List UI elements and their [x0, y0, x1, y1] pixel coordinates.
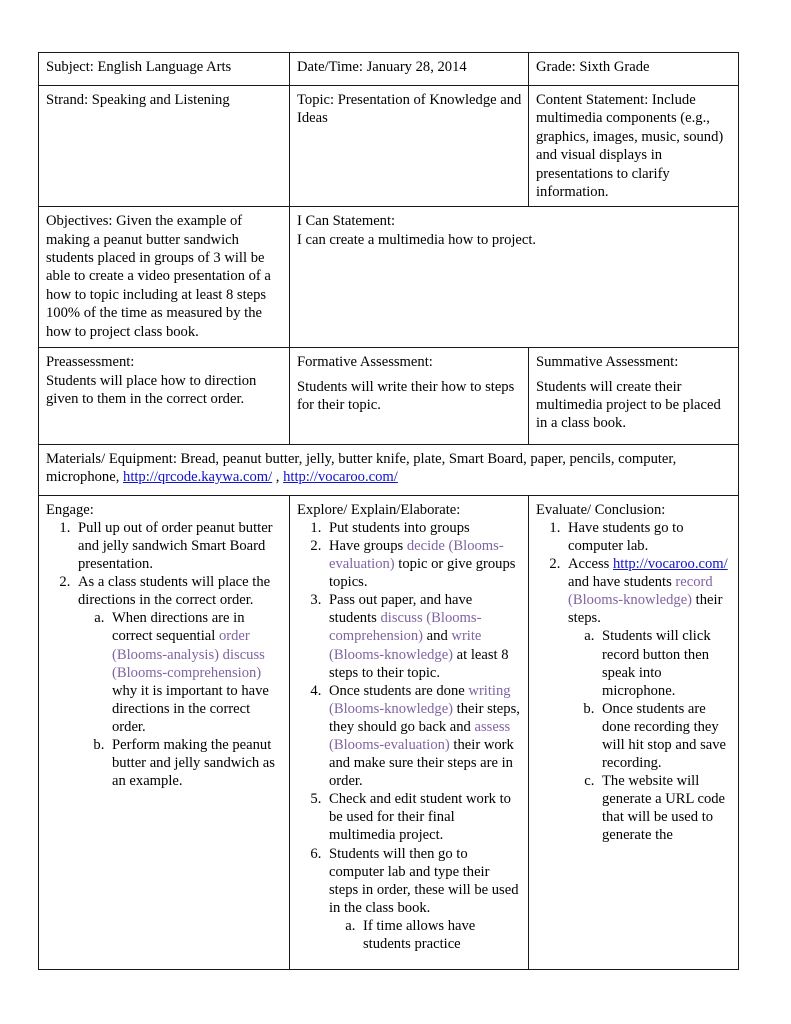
engage-item-2a-post: why it is important to have directions in the correct order. — [112, 682, 269, 735]
evaluate-title: Evaluate/ Conclusion: — [536, 501, 666, 518]
list-item — [74, 573, 283, 790]
table-row-assessments — [39, 348, 739, 445]
explore-item-6: Students will then go to computer lab and type their steps in order, these will be used in the class book. — [329, 845, 519, 916]
list-item — [108, 736, 283, 790]
list-item — [598, 700, 732, 772]
explore-sublist — [329, 917, 522, 953]
engage-sublist — [78, 609, 283, 790]
engage-item-2b: Perform making the peanut butter and jelly sandwich as an example. — [112, 736, 275, 790]
table-row-header — [39, 53, 739, 86]
cell-engage — [39, 495, 290, 969]
subject-text: Subject: English Language Arts — [46, 59, 232, 75]
evaluate-sublist — [568, 627, 732, 844]
engage-item-2: As a class students will place the directions in the correct order. — [78, 574, 271, 609]
explore-item-3-bloom-1: discuss (Blooms-comprehension) — [329, 610, 482, 645]
topic-text: Topic: Presentation of Knowledge and Ideas — [297, 92, 522, 127]
explore-item-3-pre: Pass out paper, and have students — [329, 592, 473, 627]
explore-item-4-post: their work and make sure their steps are in order. — [329, 736, 514, 790]
lesson-plan-table — [38, 52, 739, 970]
explore-item-6a: If time allows have students practice — [363, 917, 476, 952]
list-item — [598, 772, 732, 844]
datetime-text: Date/Time: January 28, 2014 — [297, 59, 467, 75]
grade-text: Grade: Sixth Grade — [536, 59, 650, 75]
cell-grade — [529, 53, 739, 86]
cell-datetime — [290, 53, 529, 86]
summative-label: Summative Assessment: — [536, 354, 679, 371]
explore-item-3-bloom-2: write (Blooms-knowledge) — [329, 628, 482, 663]
preassessment-label: Preassessment: — [46, 354, 135, 371]
summative-text: Students will create their multimedia project to be placed in a class book. — [536, 378, 721, 432]
list-item — [325, 519, 522, 537]
engage-title: Engage: — [46, 501, 94, 518]
cell-summative-assessment — [529, 348, 739, 445]
list-item — [108, 609, 283, 736]
evaluate-item-2-post: their steps. — [568, 592, 723, 627]
cell-preassessment — [39, 348, 290, 445]
evaluate-link-vocaroo[interactable]: http://vocaroo.com/ — [612, 556, 728, 573]
explore-item-2-post: topic or give groups topics. — [329, 556, 516, 591]
list-item — [564, 519, 732, 555]
table-row-lesson-body — [39, 495, 739, 969]
explore-item-4-mid: their steps, they should go back and — [329, 700, 520, 735]
materials-link-qrcode[interactable]: http://qrcode.kaywa.com/ — [123, 469, 273, 486]
explore-item-1: Put students into groups — [329, 519, 470, 536]
content-statement-text: Content Statement: Include multimedia components (e.g., graphics, images, music, sound) and visual displays in presentations to clarify information. — [536, 92, 724, 200]
table-row-strand — [39, 86, 739, 207]
explore-item-3-post: at least 8 steps to their topic. — [329, 646, 509, 681]
i-can-text: I can create a multimedia how to project. — [297, 231, 537, 248]
cell-i-can-statement — [290, 207, 739, 348]
explore-item-5: Check and edit student work to be used for their final multimedia project. — [329, 791, 511, 844]
materials-text: Materials/ Equipment: Bread, peanut butter, jelly, butter knife, plate, Smart Board, paper, pencils, computer, microphone, — [46, 450, 677, 486]
cell-materials — [39, 444, 739, 495]
strand-text: Strand: Speaking and Listening — [46, 92, 230, 108]
explore-item-4-bloom-2: assess (Blooms-evaluation) — [329, 718, 511, 753]
evaluate-item-2-mid: and have students — [568, 574, 676, 591]
explore-item-3-mid: and — [423, 628, 452, 645]
engage-item-2a-bloom: order (Blooms-analysis) discuss (Blooms-comprehension) — [112, 628, 265, 681]
formative-label: Formative Assessment: — [297, 354, 433, 371]
engage-list — [48, 519, 283, 790]
list-item — [359, 917, 522, 953]
list-item — [74, 519, 283, 573]
list-item — [325, 790, 522, 844]
engage-item-1: Pull up out of order peanut butter and jelly sandwich Smart Board presentation. — [78, 519, 273, 573]
evaluate-item-2-bloom: record (Blooms-knowledge) — [568, 574, 713, 609]
explore-item-4-bloom-1: writing (Blooms-knowledge) — [329, 682, 511, 717]
preassessment-text: Students will place how to direction given to them in the correct order. — [46, 372, 257, 407]
i-can-label: I Can Statement: — [297, 213, 396, 230]
table-row-objectives — [39, 207, 739, 348]
list-item — [325, 845, 522, 954]
list-item — [564, 555, 732, 845]
list-item — [325, 537, 522, 591]
evaluate-item-2a: Students will click record button then speak into microphone. — [602, 628, 711, 699]
cell-evaluate-conclusion — [529, 495, 739, 969]
list-item — [598, 627, 732, 699]
cell-topic — [290, 86, 529, 207]
evaluate-item-1: Have students go to computer lab. — [568, 519, 684, 554]
explore-item-2-pre: Have groups — [329, 537, 407, 554]
engage-item-2a-pre: When directions are in correct sequential — [112, 610, 245, 645]
cell-content-statement — [529, 86, 739, 207]
materials-link-vocaroo[interactable]: http://vocaroo.com/ — [283, 469, 398, 486]
objectives-text: Objectives: Given the example of making a peanut butter sandwich students placed in groups of 3 will be able to create a video presentation of a how to topic including at least 8 steps 100% of the time as measured by the how to project class book. — [46, 213, 271, 340]
cell-subject — [39, 53, 290, 86]
cell-explore-explain-elaborate — [290, 495, 529, 969]
explore-title: Explore/ Explain/Elaborate: — [297, 501, 461, 518]
evaluate-item-2-pre: Access — [568, 556, 613, 573]
cell-objectives — [39, 207, 290, 348]
explore-item-2-bloom: decide (Blooms-evaluation) — [329, 537, 504, 573]
cell-formative-assessment — [290, 348, 529, 445]
materials-link-separator: , — [272, 469, 284, 486]
explore-list — [299, 519, 522, 953]
evaluate-item-2c: The website will generate a URL code that will be used to generate the — [602, 773, 726, 844]
list-item — [325, 682, 522, 791]
cell-strand — [39, 86, 290, 207]
formative-text: Students will write their how to steps for their topic. — [297, 378, 515, 413]
table-row-materials — [39, 444, 739, 495]
evaluate-item-2b: Once students are done recording they will hit stop and save recording. — [602, 700, 727, 772]
explore-item-4-pre: Once students are done — [329, 682, 469, 699]
evaluate-list — [538, 519, 732, 845]
list-item — [325, 591, 522, 681]
